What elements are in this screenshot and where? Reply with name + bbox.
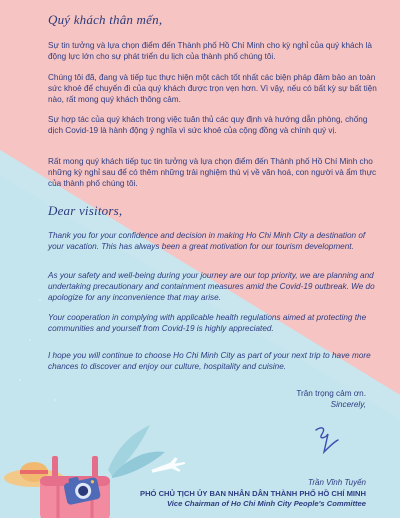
en-paragraph-4: I hope you will continue to choose Ho Chi Minh City as part of your next trip to have more chances to discover and enjoy our culture, hospitality and cuisine.: [48, 351, 371, 371]
vi-paragraph-3: Sự hợp tác của quý khách trong việc tuân thủ các quy định và hướng dẫn phòng, chống dịch Covid-19 là hành động ý nghĩa vì sức khoẻ của cộng đồng và chính quý vị.: [48, 115, 368, 135]
en-paragraph-1: Thank you for your confidence and decision in making Ho Chi Minh City a destination of your vacation. This has always been a great motivation for our tourism development.: [48, 231, 366, 251]
en-paragraph-2: As your safety and well-being during your journey are our top priority, we are planning and undertaking precautionary and containment measures amid the Covid-19 outbreak. We do apologize for any inconvenience that may arise.: [48, 271, 375, 302]
vi-paragraph-4: Rất mong quý khách tiếp tục tin tưởng và lựa chọn điểm đến Thành phố Hồ Chí Minh cho những kỳ nghỉ sau để có thêm những trải nghiệm thú vị về văn hoá, con người và ẩm thực của thành phố chúng tôi.: [48, 157, 377, 188]
vi-paragraph-1: Sự tin tưởng và lựa chọn điểm đến Thành phố Hồ Chí Minh cho kỳ nghỉ của quý khách là động lực lớn cho sự phát triển du lịch của thành phố chúng tôi.: [48, 41, 372, 61]
signer-title-en: Vice Chairman of Ho Chi Minh City People's Committee: [167, 499, 366, 508]
closing-vi: Trân trọng cảm ơn.: [296, 389, 366, 398]
signer-title-vi: PHÓ CHỦ TỊCH ỦY BAN NHÂN DÂN THÀNH PHỐ HỒ CHÍ MINH: [140, 488, 366, 498]
greeting-vi: Quý khách thân mến,: [48, 12, 163, 27]
signer-name: Trần Vĩnh Tuyến: [308, 478, 366, 487]
vi-paragraph-2: Chúng tôi đã, đang và tiếp tục thực hiện một cách tốt nhất các biện pháp đảm bảo an toàn sức khoẻ để chuyến đi của quý khách được trọn vẹn hơn. Vì vậy, nếu có bất kỳ sự bất tiện nào, rất mong quý khách thông cảm.: [48, 73, 377, 104]
en-paragraph-3: Your cooperation in complying with applicable health regulations aimed at protecting the communities and yourself from Covid-19 is highly appreciated.: [48, 313, 367, 333]
greeting-en: Dear visitors,: [48, 203, 123, 218]
closing-en: Sincerely,: [330, 400, 366, 409]
